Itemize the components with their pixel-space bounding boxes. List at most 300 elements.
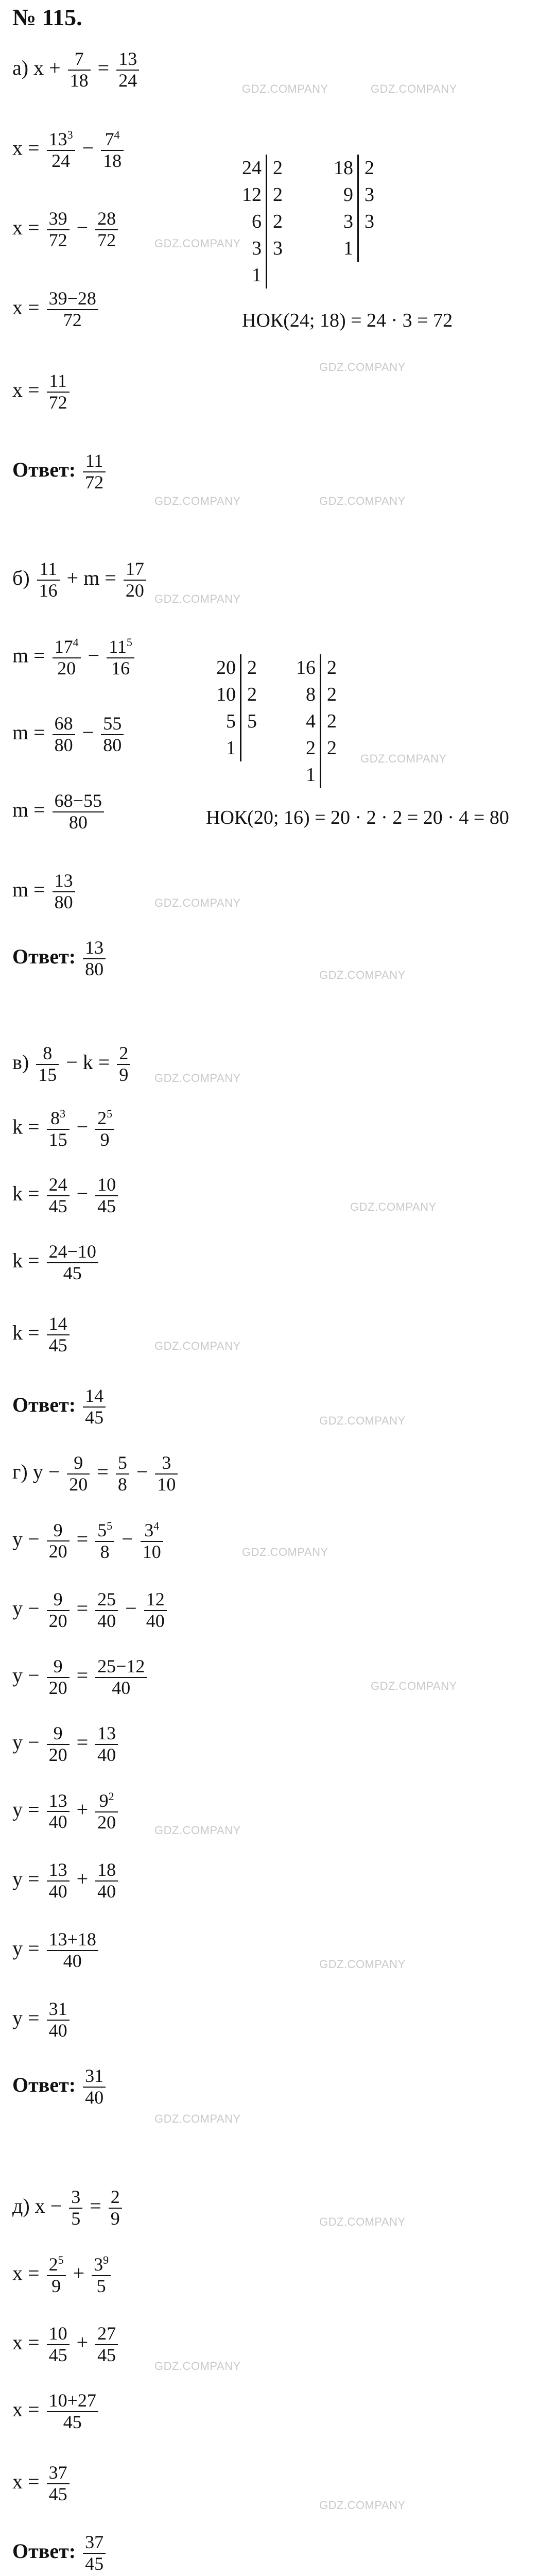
d-step3 xyxy=(12,2391,100,2432)
watermark-text: GDZ.COMPANY xyxy=(242,1546,328,1558)
a-fac1d-1: 2 xyxy=(273,184,283,206)
a-s4-fn: 11 xyxy=(47,371,70,393)
b-s4-lhs: m = xyxy=(12,877,45,901)
g-ans-fd: 40 xyxy=(85,2087,104,2108)
b-ans-fn: 13 xyxy=(83,938,106,959)
g-s4-lhs: y − xyxy=(12,1730,40,1754)
watermark-text: GDZ.COMPANY xyxy=(319,2499,406,2512)
a-eq-f2d: 24 xyxy=(118,70,137,91)
a-s1-f1n: 13 xyxy=(48,129,67,149)
v-s1-f1d: 15 xyxy=(48,1129,67,1150)
g-s5-lhs: y = xyxy=(12,1798,40,1821)
watermark-text: GDZ.COMPANY xyxy=(154,237,241,250)
b-s1-f1d: 20 xyxy=(57,657,76,679)
d-eq-frac2 xyxy=(109,2187,122,2229)
a-factor1-divisors xyxy=(269,155,283,262)
b-fac1-0: 20 xyxy=(216,657,236,679)
b-factor1-divisors xyxy=(243,654,257,735)
b-fac1-1: 10 xyxy=(216,684,236,705)
v-s4-fd: 45 xyxy=(48,1334,67,1355)
watermark-text: GDZ.COMPANY xyxy=(319,495,406,507)
d-eq-f2n: 2 xyxy=(109,2187,122,2209)
g-step2 xyxy=(12,1589,169,1631)
g-s6-f1n: 13 xyxy=(47,1860,70,1882)
a-s4-fd: 72 xyxy=(48,392,67,413)
a-s1-f1d: 24 xyxy=(51,150,71,171)
b-fac2-0: 16 xyxy=(296,657,316,679)
g-s5-f2d: 20 xyxy=(97,1811,116,1833)
g-answer xyxy=(12,2066,108,2108)
b-s4-frac xyxy=(53,871,75,912)
watermark-text: GDZ.COMPANY xyxy=(371,1680,457,1692)
b-answer-frac xyxy=(83,938,106,979)
a-fac1d-3: 3 xyxy=(273,238,283,259)
b-answer xyxy=(12,938,108,979)
watermark-text: GDZ.COMPANY xyxy=(154,1072,241,1084)
g-s1-m1: 5 xyxy=(107,1519,113,1532)
v-s4-frac xyxy=(47,1314,70,1355)
g-s3-lhs: y − xyxy=(12,1663,40,1687)
d-s4-fd: 45 xyxy=(48,2483,67,2504)
g-s6-f2d: 40 xyxy=(97,1880,116,1902)
d-s3-fd: 45 xyxy=(63,2411,82,2432)
v-eq-f2d: 9 xyxy=(119,1064,129,1085)
b-eq-frac1 xyxy=(37,559,60,601)
d-s3-frac xyxy=(47,2391,98,2432)
b-fac2d-3: 2 xyxy=(327,737,337,759)
v-s3-lhs: k = xyxy=(12,1248,40,1272)
v-s4-fn: 14 xyxy=(47,1314,70,1335)
b-s1-f2d: 16 xyxy=(111,657,130,679)
watermark-text: GDZ.COMPANY xyxy=(154,1824,241,1837)
v-answer-frac xyxy=(83,1386,106,1428)
v-step4 xyxy=(12,1314,72,1355)
g-s2-frac2 xyxy=(95,1589,118,1631)
b-s3-frac xyxy=(53,791,104,833)
b-s3-lhs: m = xyxy=(12,798,45,821)
b-s1-lhs: m = xyxy=(12,643,45,667)
b-fac1d-2: 5 xyxy=(247,710,257,732)
a-s3-fd: 72 xyxy=(63,309,82,330)
d-step1 xyxy=(12,2254,113,2296)
g-s7-lhs: y = xyxy=(12,1936,40,1960)
g-eq-f3d: 10 xyxy=(157,1473,176,1495)
a-s2-f2n: 28 xyxy=(95,209,118,230)
a-eq-eq: = xyxy=(97,56,110,79)
a-fac2-2: 3 xyxy=(343,211,353,232)
b-factor2-numbers xyxy=(296,654,321,788)
g-s8-frac xyxy=(47,1999,70,2041)
a-eq-frac2 xyxy=(116,49,139,91)
d-eq-eq: = xyxy=(90,2194,101,2217)
g-eq-f3n: 3 xyxy=(155,1453,178,1475)
v-s2-f1d: 45 xyxy=(48,1195,67,1216)
g-s5-f2n: 9 xyxy=(99,1790,109,1811)
d-equation xyxy=(12,2187,124,2229)
a-s1-f2d: 18 xyxy=(103,150,122,171)
b-fac2d-1: 2 xyxy=(327,684,337,705)
v-step3 xyxy=(12,1242,100,1283)
watermark-text: GDZ.COMPANY xyxy=(371,82,457,95)
a-step2 xyxy=(12,209,120,250)
a-eq-frac1 xyxy=(68,49,91,91)
watermark-text: GDZ.COMPANY xyxy=(319,361,406,374)
b-fac2-2: 4 xyxy=(306,710,316,732)
a-answer xyxy=(12,451,108,493)
d-s1-f2d: 5 xyxy=(96,2275,106,2296)
a-s1-frac1 xyxy=(47,129,75,171)
d-eq-f1n: 3 xyxy=(69,2187,82,2209)
a-s1-f2n: 7 xyxy=(105,129,114,149)
a-fac2-3: 1 xyxy=(343,238,353,259)
watermark-text: GDZ.COMPANY xyxy=(319,1414,406,1427)
g-s7-fd: 40 xyxy=(63,1950,82,1971)
a-equation xyxy=(12,49,141,91)
g-s5-frac2 xyxy=(95,1790,118,1833)
d-answer-frac xyxy=(83,2532,106,2574)
g-s2-frac1 xyxy=(47,1589,70,1631)
watermark-text: GDZ.COMPANY xyxy=(319,2215,406,2228)
v-s2-frac1 xyxy=(47,1175,70,1216)
g-s4-f2d: 40 xyxy=(97,1744,116,1765)
g-s2-f1n: 9 xyxy=(47,1589,70,1611)
g-s1-frac2 xyxy=(95,1520,114,1562)
g-eq-op: − xyxy=(136,1460,148,1483)
g-s1-f1n: 9 xyxy=(47,1520,70,1542)
g-step7 xyxy=(12,1929,100,1971)
b-fac1-3: 1 xyxy=(226,737,236,759)
d-s2-frac1 xyxy=(47,2324,70,2365)
d-ans-fd: 45 xyxy=(85,2553,104,2574)
d-s1-f1n: 2 xyxy=(48,2254,58,2275)
g-s5-f1d: 40 xyxy=(48,1811,67,1833)
watermark-text: GDZ.COMPANY xyxy=(360,752,447,765)
b-s1-m2: 5 xyxy=(126,636,132,649)
g-s2-frac3 xyxy=(144,1589,167,1631)
v-label: в) xyxy=(12,1050,29,1074)
g-answer-frac xyxy=(83,2066,106,2108)
a-s1-frac2 xyxy=(101,129,124,171)
g-s2-op: − xyxy=(125,1596,137,1620)
b-s4-fd: 80 xyxy=(54,891,73,912)
v-eq-mid: − k = xyxy=(66,1050,110,1074)
g-s1-f2d: 8 xyxy=(100,1541,110,1562)
b-label: б) xyxy=(12,566,30,589)
b-s3-fd: 80 xyxy=(68,811,88,833)
b-s1-m1: 4 xyxy=(73,636,79,649)
b-step1 xyxy=(12,636,136,679)
b-equation xyxy=(12,559,148,601)
b-step4 xyxy=(12,871,77,912)
a-fac1-3: 3 xyxy=(252,238,262,259)
a-s2-lhs: x = xyxy=(12,215,40,239)
watermark-text: GDZ.COMPANY xyxy=(319,1958,406,1971)
a-s2-frac1 xyxy=(47,209,70,250)
d-s1-frac2 xyxy=(92,2254,111,2296)
d-label: д) xyxy=(12,2194,30,2217)
a-nok: НОК(24; 18) = 24 · 3 = 72 xyxy=(242,310,453,331)
v-step1 xyxy=(12,1108,116,1150)
a-step4 xyxy=(12,371,72,413)
b-s1-frac2 xyxy=(107,636,134,679)
d-s4-fn: 37 xyxy=(47,2463,70,2484)
b-fac2-1: 8 xyxy=(306,684,316,705)
g-s1-f3n: 3 xyxy=(144,1520,154,1540)
g-s4-frac1 xyxy=(47,1723,70,1765)
a-s2-frac2 xyxy=(95,209,118,250)
b-fac1d-1: 2 xyxy=(247,684,257,705)
b-s2-f1d: 80 xyxy=(54,734,73,755)
v-s1-f2d: 9 xyxy=(100,1129,110,1150)
g-step5 xyxy=(12,1790,120,1833)
d-s1-lhs: x = xyxy=(12,2261,40,2285)
a-s1-m2: 4 xyxy=(114,128,120,141)
a-fac2d-2: 3 xyxy=(365,211,374,232)
a-s2-f1n: 39 xyxy=(47,209,70,230)
g-eq-frac2 xyxy=(116,1453,129,1495)
v-s1-frac1 xyxy=(47,1108,70,1150)
g-s1-op: − xyxy=(122,1527,133,1551)
watermark-text: GDZ.COMPANY xyxy=(154,495,241,507)
b-factor2-divisors xyxy=(323,654,337,761)
g-s2-lhs: y − xyxy=(12,1596,40,1620)
a-s2-f1d: 72 xyxy=(48,229,67,250)
g-s5-op: + xyxy=(76,1798,89,1821)
b-fac2d-2: 2 xyxy=(327,710,337,732)
g-s4-frac2 xyxy=(95,1723,118,1765)
g-s8-fn: 31 xyxy=(47,1999,70,2021)
d-s2-f2n: 27 xyxy=(95,2324,118,2345)
a-label: а) xyxy=(12,56,29,79)
b-eq-f1n: 11 xyxy=(37,559,60,581)
a-fac1-1: 12 xyxy=(242,184,262,206)
a-s4-frac xyxy=(47,371,70,413)
a-eq-f1n: 7 xyxy=(68,49,91,71)
a-factor1-numbers xyxy=(242,155,267,289)
watermark-text: GDZ.COMPANY xyxy=(319,969,406,981)
a-fac1-2: 6 xyxy=(252,211,262,232)
g-s6-frac2 xyxy=(95,1860,118,1902)
g-s1-frac3 xyxy=(141,1520,163,1562)
b-s1-f1n: 17 xyxy=(54,636,73,657)
d-answer xyxy=(12,2532,108,2574)
watermark-text: GDZ.COMPANY xyxy=(242,82,328,95)
d-s1-m2: 9 xyxy=(103,2253,109,2266)
a-s1-op: − xyxy=(82,136,94,160)
v-s1-op: − xyxy=(76,1115,89,1139)
a-fac2-0: 18 xyxy=(334,157,353,179)
b-fac2-3: 2 xyxy=(306,737,316,759)
d-s2-frac2 xyxy=(95,2324,118,2365)
b-step3 xyxy=(12,791,106,833)
g-s1-f1d: 20 xyxy=(48,1541,67,1562)
a-s3-fn: 39−28 xyxy=(47,289,98,310)
v-answer-label: Ответ: xyxy=(12,1393,76,1416)
d-s4-frac xyxy=(47,2463,70,2504)
v-eq-frac2 xyxy=(117,1043,130,1085)
v-eq-f2n: 2 xyxy=(117,1043,130,1065)
v-s3-frac xyxy=(47,1242,98,1283)
b-fac2d-0: 2 xyxy=(327,657,337,679)
v-s1-m2: 5 xyxy=(107,1107,113,1120)
v-s3-fn: 24−10 xyxy=(47,1242,98,1263)
g-step8 xyxy=(12,1999,72,2041)
v-s1-frac2 xyxy=(95,1108,114,1150)
d-ans-fn: 37 xyxy=(83,2532,106,2554)
g-step6 xyxy=(12,1860,120,1902)
v-s2-f2n: 10 xyxy=(95,1175,118,1196)
v-ans-fd: 45 xyxy=(85,1406,104,1428)
b-factor1-numbers xyxy=(216,654,241,761)
a-eq-f2n: 13 xyxy=(116,49,139,71)
v-eq-f1d: 15 xyxy=(38,1064,57,1085)
g-s1-f2n: 5 xyxy=(97,1520,107,1540)
g-s6-frac1 xyxy=(47,1860,70,1902)
a-s1-lhs: x = xyxy=(12,136,40,160)
b-fac1-2: 5 xyxy=(226,710,236,732)
b-eq-frac2 xyxy=(124,559,146,601)
v-s1-lhs: k = xyxy=(12,1115,40,1139)
d-eq-lhs: x − xyxy=(34,2194,62,2217)
g-eq-frac3 xyxy=(155,1453,178,1495)
b-eq-f2d: 20 xyxy=(125,580,144,601)
watermark-text: GDZ.COMPANY xyxy=(154,2112,241,2125)
d-s3-fn: 10+27 xyxy=(47,2391,98,2412)
a-fac1d-0: 2 xyxy=(273,157,283,179)
v-s2-frac2 xyxy=(95,1175,118,1216)
b-eq-f2n: 17 xyxy=(124,559,146,581)
watermark-text: GDZ.COMPANY xyxy=(350,1200,437,1213)
b-eq-mid: + m = xyxy=(66,566,116,589)
d-eq-f2d: 9 xyxy=(110,2208,120,2229)
a-step3 xyxy=(12,289,100,330)
g-s8-fd: 40 xyxy=(48,2020,67,2041)
d-s1-f2n: 3 xyxy=(94,2254,103,2275)
page-title: № 115. xyxy=(12,4,82,30)
g-s1-frac1 xyxy=(47,1520,70,1562)
g-step3 xyxy=(12,1656,149,1698)
g-s4-eq: = xyxy=(76,1730,89,1754)
v-s1-f2n: 2 xyxy=(97,1108,107,1128)
g-answer-label: Ответ: xyxy=(12,2073,76,2096)
g-equation xyxy=(12,1453,180,1495)
b-eq-f1d: 16 xyxy=(39,580,58,601)
g-s6-f2n: 18 xyxy=(95,1860,118,1882)
b-ans-fd: 80 xyxy=(85,958,104,979)
g-eq-lhs: y − xyxy=(32,1460,60,1483)
v-answer xyxy=(12,1386,108,1428)
a-fac1d-2: 2 xyxy=(273,211,283,232)
d-s2-op: + xyxy=(76,2330,89,2354)
a-eq-lhs: x + xyxy=(33,56,61,79)
g-ans-fn: 31 xyxy=(83,2066,106,2088)
watermark-text: GDZ.COMPANY xyxy=(154,1340,241,1352)
g-label: г) xyxy=(12,1460,28,1483)
g-s1-m2: 4 xyxy=(153,1519,160,1532)
b-s1-op: − xyxy=(88,643,100,667)
g-s2-f3d: 40 xyxy=(146,1610,165,1631)
b-s2-lhs: m = xyxy=(12,720,45,744)
v-equation xyxy=(12,1043,132,1085)
b-s2-f1n: 68 xyxy=(53,714,75,735)
g-eq-eq: = xyxy=(97,1460,109,1483)
v-s2-lhs: k = xyxy=(12,1181,40,1205)
v-ans-fn: 14 xyxy=(83,1386,106,1408)
a-factor2-divisors xyxy=(360,155,374,235)
a-step1 xyxy=(12,129,126,171)
d-step2 xyxy=(12,2324,120,2365)
g-s1-f3d: 10 xyxy=(142,1541,161,1562)
a-s3-lhs: x = xyxy=(12,295,40,319)
g-s8-lhs: y = xyxy=(12,2006,40,2029)
b-s1-frac1 xyxy=(53,636,81,679)
d-eq-f1d: 5 xyxy=(71,2208,81,2229)
g-s2-f1d: 20 xyxy=(48,1610,67,1631)
a-ans-fn: 11 xyxy=(83,451,106,472)
d-step4 xyxy=(12,2463,72,2504)
g-s6-lhs: y = xyxy=(12,1867,40,1890)
v-s1-f1n: 8 xyxy=(50,1108,60,1128)
a-fac2d-0: 2 xyxy=(365,157,374,179)
b-s2-f2n: 55 xyxy=(101,714,124,735)
g-eq-f1d: 20 xyxy=(69,1473,88,1495)
g-s2-eq: = xyxy=(76,1596,89,1620)
b-s2-frac1 xyxy=(53,714,75,755)
g-step4 xyxy=(12,1723,120,1765)
g-s2-f3n: 12 xyxy=(144,1589,167,1611)
b-s2-f2d: 80 xyxy=(103,734,122,755)
d-s4-lhs: x = xyxy=(12,2469,40,2493)
a-factor2-numbers xyxy=(334,155,359,262)
d-s1-m1: 5 xyxy=(58,2253,64,2266)
watermark-text: GDZ.COMPANY xyxy=(154,896,241,909)
g-eq-f1n: 9 xyxy=(67,1453,90,1475)
g-s3-f1n: 9 xyxy=(47,1656,70,1678)
a-s1-m1: 3 xyxy=(67,128,73,141)
g-s4-f1n: 9 xyxy=(47,1723,70,1745)
g-s3-f2n: 25−12 xyxy=(95,1656,147,1678)
g-s3-f2d: 40 xyxy=(112,1677,131,1698)
d-answer-label: Ответ: xyxy=(12,2539,76,2563)
v-step2 xyxy=(12,1175,120,1216)
watermark-text: GDZ.COMPANY xyxy=(154,592,241,605)
g-s3-f1d: 20 xyxy=(48,1677,67,1698)
a-s4-lhs: x = xyxy=(12,378,40,401)
g-s3-eq: = xyxy=(76,1663,89,1687)
d-eq-frac1 xyxy=(69,2187,82,2229)
a-s2-op: − xyxy=(76,215,89,239)
g-s6-f1d: 40 xyxy=(48,1880,67,1902)
a-answer-label: Ответ: xyxy=(12,457,76,481)
g-s4-f1d: 20 xyxy=(48,1744,67,1765)
a-eq-f1d: 18 xyxy=(70,70,89,91)
d-s1-f1d: 9 xyxy=(51,2275,61,2296)
g-s5-f1n: 13 xyxy=(47,1791,70,1812)
g-s4-f2n: 13 xyxy=(95,1723,118,1745)
a-s3-frac xyxy=(47,289,98,330)
v-s3-fd: 45 xyxy=(63,1262,82,1283)
v-s2-f1n: 24 xyxy=(47,1175,70,1196)
d-s2-lhs: x = xyxy=(12,2330,40,2354)
b-s4-fn: 13 xyxy=(53,871,75,892)
b-nok: НОК(20; 16) = 20 · 2 · 2 = 20 · 4 = 80 xyxy=(206,807,509,828)
v-s1-m1: 3 xyxy=(60,1107,66,1120)
d-s1-frac1 xyxy=(47,2254,66,2296)
g-s7-frac xyxy=(47,1929,98,1971)
v-eq-f1n: 8 xyxy=(36,1043,59,1065)
a-s2-f2d: 72 xyxy=(97,229,116,250)
b-fac2-4: 1 xyxy=(306,764,316,786)
